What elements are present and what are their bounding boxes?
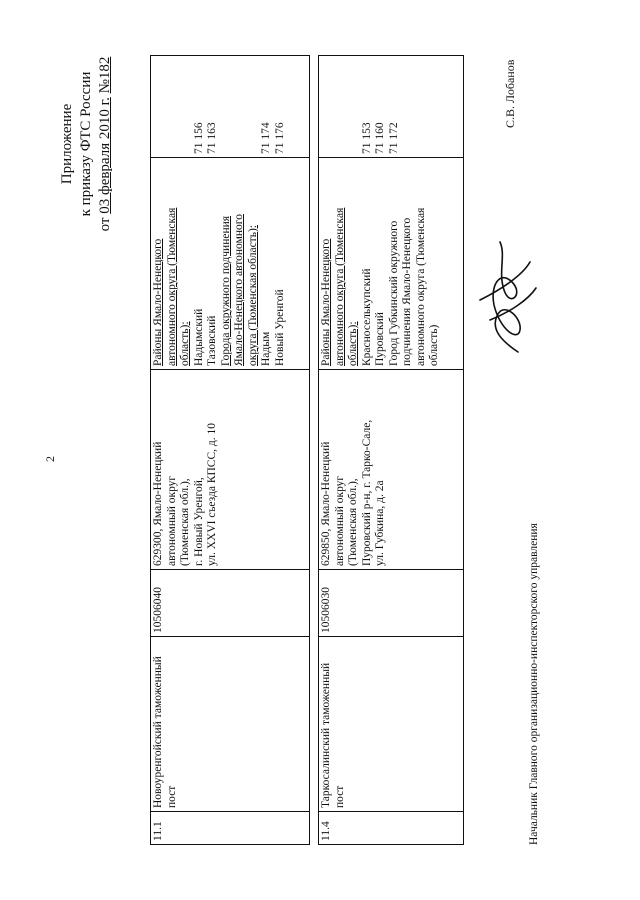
address-line: 629300, Ямало-Ненецкий bbox=[152, 441, 164, 566]
post-address bbox=[151, 370, 310, 570]
code-line bbox=[152, 59, 166, 154]
code-line: 71 163 bbox=[206, 122, 218, 154]
area-line: область): bbox=[347, 321, 359, 366]
address-line: 629850, Ямало-Ненецкий bbox=[320, 441, 332, 566]
header-date-prefix: от bbox=[97, 217, 113, 232]
area-line: Ямало-Ненецкого автономного bbox=[233, 214, 245, 366]
table-row bbox=[319, 56, 464, 845]
code-line: 71 174 bbox=[260, 122, 272, 154]
post-address bbox=[319, 370, 464, 570]
code-line: 71 172 bbox=[387, 122, 400, 154]
code-line bbox=[334, 59, 348, 154]
area-line: Районы Ямало-Ненецкого bbox=[152, 238, 164, 366]
appendix-header bbox=[58, 24, 115, 264]
code-line bbox=[179, 59, 193, 154]
area-line: Районы Ямало-Ненецкого bbox=[320, 238, 332, 366]
address-line: автономный округ bbox=[165, 475, 178, 566]
post-name: Таркосалинский таможенный пост bbox=[319, 637, 464, 812]
header-line2: к приказу ФТС России bbox=[78, 71, 94, 217]
table-row bbox=[151, 56, 310, 845]
code-line: 71 160 bbox=[374, 122, 386, 154]
oktmo-codes bbox=[319, 56, 464, 158]
area-line: Новый Уренгой bbox=[273, 289, 286, 366]
address-line: (Тюменская обл.), bbox=[347, 478, 359, 566]
served-areas bbox=[151, 158, 310, 370]
area-line: Города окружного подчинения bbox=[219, 215, 232, 366]
code-line bbox=[247, 59, 261, 154]
header-order-number: №182 bbox=[97, 56, 113, 94]
area-line: автономного округа (Тюменская bbox=[333, 207, 346, 366]
area-line: область) bbox=[428, 324, 440, 366]
served-areas bbox=[319, 158, 464, 370]
area-line: Город Губкинский окружного bbox=[387, 220, 400, 366]
address-line: г. Новый Уренгой, bbox=[192, 477, 205, 566]
address-line: автономный округ bbox=[333, 475, 346, 566]
address-line: ул. XXVI съезда КПСС, д. 10 bbox=[206, 423, 218, 566]
signatory-name: С.В. Лобанов bbox=[503, 59, 517, 128]
area-line: Надымский bbox=[192, 308, 205, 366]
post-code: 10506040 bbox=[151, 570, 310, 637]
page-number: 2 bbox=[43, 456, 57, 462]
code-line bbox=[320, 59, 334, 154]
post-name: Новоуренгойский таможенный пост bbox=[151, 637, 310, 812]
address-line: (Тюменская обл.), bbox=[179, 478, 191, 566]
area-line: область): bbox=[179, 321, 191, 366]
code-line bbox=[347, 59, 361, 154]
code-line bbox=[220, 59, 234, 154]
header-line1: Приложение bbox=[59, 103, 75, 185]
row-number: 11.4 bbox=[320, 821, 332, 841]
header-line3 bbox=[96, 24, 115, 264]
signature-image bbox=[470, 230, 550, 360]
oktmo-codes bbox=[151, 56, 310, 158]
code-line: 71 176 bbox=[273, 122, 286, 154]
area-line: Тазовский bbox=[206, 315, 218, 366]
header-date: 03 февраля 2010 г. bbox=[97, 97, 113, 214]
row-number: 11.1 bbox=[152, 821, 164, 841]
area-line: автономного округа (Тюменская bbox=[165, 207, 178, 366]
area-line: Красноселькупский bbox=[360, 268, 373, 366]
signatory-position: Начальник Главного организационно-инспекторского управления bbox=[528, 523, 540, 845]
code-line bbox=[233, 59, 247, 154]
post-code: 10506030 bbox=[319, 570, 464, 637]
area-line: округа (Тюменская область): bbox=[246, 225, 259, 366]
code-line: 71 156 bbox=[192, 122, 205, 154]
area-line: автономного округа (Тюменская bbox=[414, 207, 427, 366]
code-line: 71 153 bbox=[360, 122, 373, 154]
address-line: Пуровский р-н, г. Тарко-Сале, bbox=[360, 419, 373, 566]
table-fragment-2 bbox=[318, 55, 464, 845]
area-line: подчинения Ямало-Ненецкого bbox=[401, 217, 413, 366]
code-line bbox=[166, 59, 180, 154]
area-line: Пуровский bbox=[374, 312, 386, 366]
address-line: ул. Губкина, д. 2а bbox=[374, 480, 386, 566]
table-fragment-1 bbox=[150, 55, 310, 845]
area-line: Надым bbox=[260, 331, 272, 366]
